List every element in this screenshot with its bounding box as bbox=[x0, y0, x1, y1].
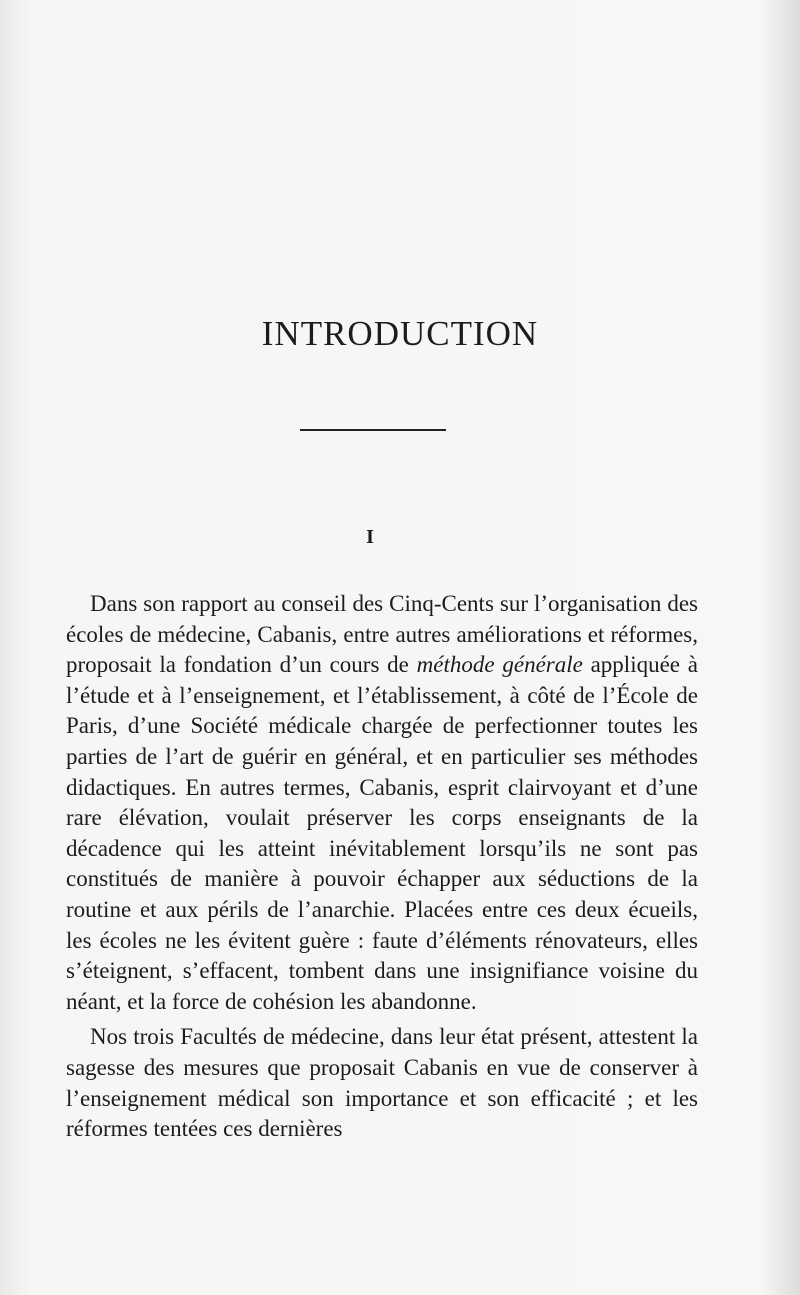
paragraph-1-after: appliquée à l’étude et à l’enseignement, et l’établissement, à côté de l’École de Paris, d’une Société médicale chargée de perfectionner toutes les parties de l’art de guérir en général, et en particulier ses méthodes didactiques. En autres termes, Cabanis, esprit clairvoyant et d’une rare élévation, voulait préserver les corps enseignants de la décadence qui les atteint inévitablement lorsqu’ils ne sont pas constitués de manière à pouvoir échapper aux séductions de la routine et aux périls de l’anarchie. Placées entre ces deux écueils, les écoles ne les évitent guère : faute d’éléments rénovateurs, elles s’éteignent, s’effacent, tombent dans une insignifiance voisine du néant, et la force de cohésion les abandonne. bbox=[66, 652, 698, 1014]
body-text bbox=[66, 589, 698, 1145]
paragraph-2: Nos trois Facultés de médecine, dans leur état présent, attestent la sagesse des mesures que proposait Cabanis en vue de conserver à l’enseignement médical son importance et son efficacité ; et les réformes tentées ces dernières bbox=[66, 1024, 698, 1142]
paragraph-1 bbox=[66, 589, 698, 1017]
section-number: I bbox=[366, 526, 374, 548]
paragraph-1-italic: méthode générale bbox=[416, 652, 583, 678]
title-rule bbox=[300, 429, 446, 431]
paragraph-1-before: Dans son rapport au conseil des Cinq-Cents sur l’organisation des écoles de médecine, Cabanis, entre autres améliorations et réformes, proposait la fondation d’un cours de bbox=[66, 591, 698, 678]
chapter-title: INTRODUCTION bbox=[261, 314, 539, 353]
